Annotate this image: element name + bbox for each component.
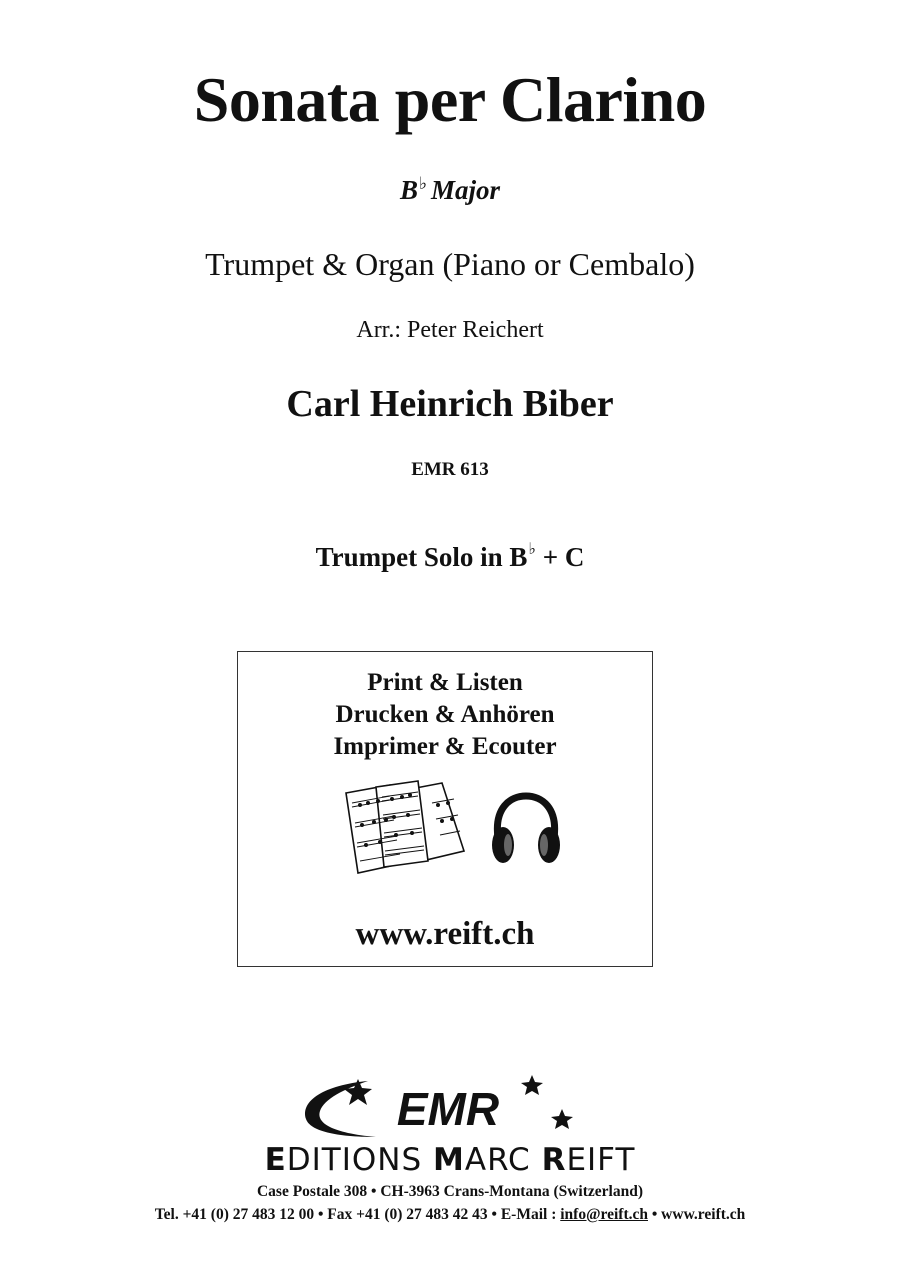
part-flat-sign: ♭ <box>528 541 536 558</box>
headphones-icon <box>488 790 564 870</box>
part-prefix: Trumpet Solo in B <box>315 542 528 572</box>
brand-initial-m: M <box>433 1142 465 1178</box>
part-description <box>0 533 900 574</box>
publisher-name <box>0 1141 900 1179</box>
brand-word-editions: DITIONS <box>286 1142 433 1178</box>
promo-line-english: Print & Listen <box>367 669 523 696</box>
contact-phone-fax: Tel. +41 (0) 27 483 12 00 • Fax +41 (0) 27 483 42 43 • E-Mail : <box>154 1206 561 1223</box>
brand-initial-e: E <box>264 1142 287 1178</box>
instrumentation: Trumpet & Organ (Piano or Cembalo) <box>205 246 695 282</box>
sheet-music-icon <box>338 777 468 877</box>
key-signature <box>0 166 900 208</box>
key-mode: Major <box>431 175 501 205</box>
promo-line-french: Imprimer & Ecouter <box>333 733 557 760</box>
page-title: Sonata per Clarino <box>193 64 707 135</box>
contact-website[interactable]: • www.reift.ch <box>648 1206 746 1223</box>
promo-line-german: Drucken & Anhören <box>335 701 555 728</box>
key-note: B <box>399 175 418 205</box>
brand-word-marc: ARC <box>464 1142 542 1178</box>
logo-text: EMR <box>396 1083 500 1135</box>
emr-logo <box>296 1075 586 1141</box>
print-listen-box <box>237 651 653 967</box>
catalog-number: EMR 613 <box>411 459 489 480</box>
flat-sign: ♭ <box>418 174 427 193</box>
brand-word-reift: EIFT <box>566 1142 636 1178</box>
composer: Carl Heinrich Biber <box>286 383 614 425</box>
publisher-contact <box>0 1205 900 1225</box>
brand-initial-r: R <box>541 1142 567 1178</box>
part-suffix: + C <box>535 542 585 572</box>
arranger: Arr.: Peter Reichert <box>356 317 544 343</box>
publisher-address: Case Postale 308 • CH-3963 Crans-Montana (Switzerland) <box>256 1183 643 1200</box>
promo-website[interactable]: www.reift.ch <box>355 916 535 952</box>
email-link[interactable]: info@reift.ch <box>560 1206 648 1223</box>
